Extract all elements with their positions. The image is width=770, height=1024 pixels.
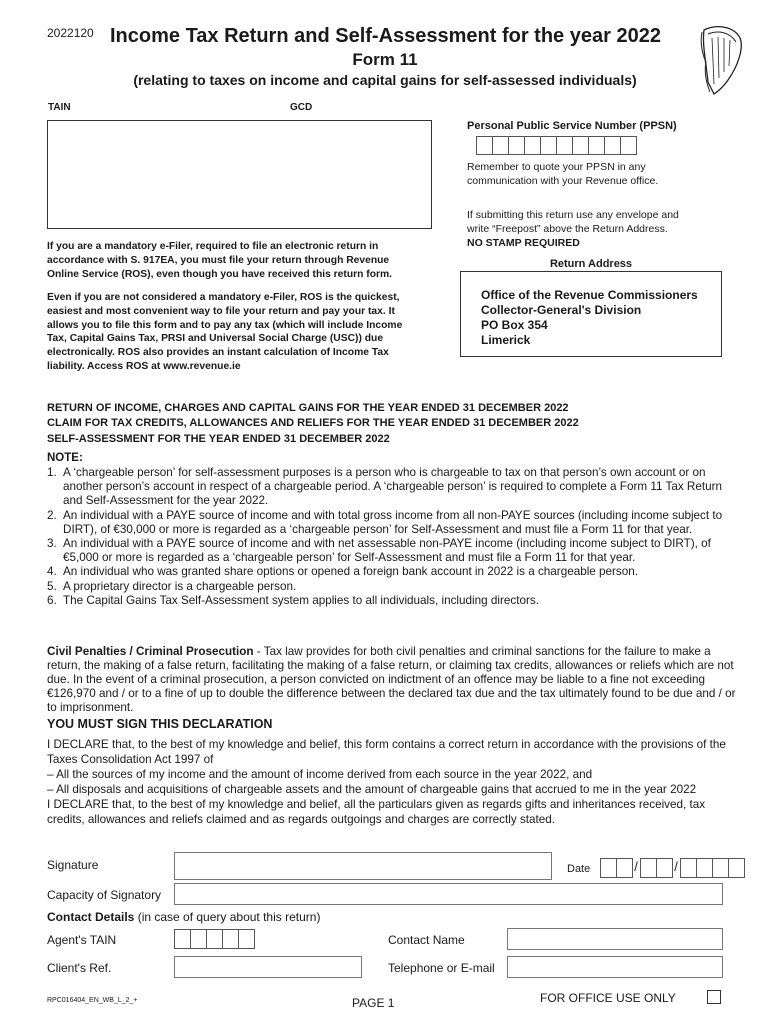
capacity-field[interactable] (174, 883, 723, 905)
office-use-label: FOR OFFICE USE ONLY (540, 991, 676, 1005)
contact-details-heading (47, 910, 320, 924)
ppsn-digit[interactable] (492, 136, 509, 155)
note-number: 4. (47, 565, 57, 579)
agent-tain-field[interactable] (174, 929, 254, 949)
note-item (47, 537, 737, 565)
contact-details-title: Contact Details (47, 910, 135, 924)
civil-penalties-title: Civil Penalties / Criminal Prosecution (47, 645, 254, 658)
civil-penalties-text: - Tax law provides for both civil penalties and criminal sanctions for the failure to make a return, the making of a false return, facilitating the making of a false return, or claiming tax credits, allowances or reliefs which are not due. In the event of a criminal prosecution, a person convicted on indictment of an offence may be liable to a fine not exceeding €126,970 and / or to a fine of up to double the difference between the declared tax due and the tax ultimately found to be due and / or to imprisonment. (47, 645, 736, 714)
telephone-field[interactable] (507, 956, 723, 978)
efiler-paragraph-1 (47, 240, 392, 281)
ppsn-note-line: Remember to quote your PPSN in any (467, 161, 646, 173)
ppsn-digit[interactable] (476, 136, 493, 155)
agent-tain-digit[interactable] (238, 929, 255, 949)
note-item (47, 565, 737, 579)
ppsn-digit[interactable] (604, 136, 621, 155)
note-number: 1. (47, 466, 57, 479)
form-subtitle: (relating to taxes on income and capital gains for self-assessed individuals) (133, 72, 637, 88)
return-headings (47, 401, 579, 447)
agent-tain-digit[interactable] (190, 929, 207, 949)
ppsn-digit[interactable] (588, 136, 605, 155)
telephone-label: Telephone or E-mail (388, 961, 495, 975)
efiler-line: electronically. ROS also provides an instant calculation of Income Tax (47, 347, 389, 359)
form-code: 2022120 (47, 26, 94, 40)
contact-details-subtitle: (in case of query about this return) (134, 910, 321, 924)
office-use-checkbox[interactable] (707, 990, 721, 1004)
address-line: Office of the Revenue Commissioners (481, 288, 698, 302)
note-text: An individual with a PAYE source of income and with net assessable non-PAYE income (including income subject to DIRT), of €5,000 or more is regarded as a ‘chargeable person’ for Self-Assessment and must file a Form 11 for that year. (63, 537, 711, 565)
date-separator: / (674, 859, 678, 874)
ppsn-note-line: communication with your Revenue office. (467, 175, 659, 187)
date-digit[interactable] (680, 858, 697, 878)
tain-label: TAIN (48, 102, 71, 113)
date-digit[interactable] (696, 858, 713, 878)
civil-penalties (47, 645, 737, 715)
ppsn-label: Personal Public Service Number (PPSN) (467, 120, 677, 132)
ppsn-digit[interactable] (524, 136, 541, 155)
note-item (47, 594, 737, 608)
return-address-title: Return Address (549, 258, 633, 270)
agent-tain-label: Agent's TAIN (47, 933, 117, 947)
clients-ref-field[interactable] (174, 956, 362, 978)
address-line: Collector-General's Division (481, 303, 642, 317)
form-number: Form 11 (352, 50, 418, 69)
freepost-line: If submitting this return use any envelope and (467, 209, 679, 221)
efiler-line: Tax, Capital Gains Tax, PRSI and Universal Social Charge (USC)) due (47, 333, 384, 345)
note-text: A ‘chargeable person’ for self-assessment purposes is a person who is chargeable to tax on that person’s own account or on another person’s account in respect of a chargeable period. A ‘chargeable person’ is required to complete a Form 11 Tax Return and Self-Assessment for the year 2022. (63, 466, 722, 508)
efiler-line: Online Service (ROS), even though you have received this return form. (47, 268, 393, 280)
note-title: NOTE: (47, 452, 83, 464)
note-item (47, 466, 737, 509)
heading-line: RETURN OF INCOME, CHARGES AND CAPITAL GAINS FOR THE YEAR ENDED 31 DECEMBER 2022 (47, 402, 569, 414)
note-text: The Capital Gains Tax Self-Assessment system applies to all individuals, including directors. (63, 593, 539, 607)
date-separator: / (634, 859, 638, 874)
declaration-line: I DECLARE that, to the best of my knowledge and belief, this form contains a correct return in accordance with the provisions of the Taxes Consolidation Act 1997 of (47, 738, 726, 766)
declaration-text (47, 737, 737, 827)
address-line: PO Box 354 (481, 318, 548, 332)
note-number: 3. (47, 537, 57, 551)
note-text: An individual with a PAYE source of income and with total gross income from all non-PAYE sources (including income subject to DIRT), of €30,000 or more is regarded as a ‘chargeable person’ for Self-Assessment and must file a Form 11 for that year. (63, 508, 723, 536)
note-number: 6. (47, 593, 57, 607)
date-digit[interactable] (712, 858, 729, 878)
notes-list (47, 466, 737, 608)
footer-code: RPC016404_EN_WB_L_2_+ (47, 997, 138, 1004)
page-number: PAGE 1 (352, 996, 395, 1010)
signature-field[interactable] (174, 852, 552, 880)
efiler-paragraph-2 (47, 291, 402, 374)
agent-tain-digit[interactable] (222, 929, 239, 949)
heading-line: CLAIM FOR TAX CREDITS, ALLOWANCES AND RELIEFS FOR THE YEAR ENDED 31 DECEMBER 2022 (47, 417, 579, 430)
date-digit[interactable] (728, 858, 745, 878)
contact-name-label: Contact Name (388, 933, 465, 947)
signature-label: Signature (47, 858, 99, 872)
freepost-note (467, 208, 679, 250)
note-text: An individual who was granted share options or opened a foreign bank account in 2022 is a chargeable person. (63, 565, 639, 579)
note-text: A proprietary director is a chargeable person. (63, 579, 297, 593)
freepost-line: write “Freepost” above the Return Address. (467, 223, 668, 235)
return-address (481, 288, 698, 348)
declaration-line: – All the sources of my income and the amount of income derived from each source in the year 2022, and (47, 768, 593, 781)
declaration-line: – All disposals and acquisitions of chargeable assets and the amount of chargeable gains that accrued to me in the year 2022 (47, 783, 697, 796)
date-field[interactable] (600, 858, 744, 878)
ppsn-digit[interactable] (572, 136, 589, 155)
capacity-label: Capacity of Signatory (47, 888, 162, 902)
date-digit[interactable] (640, 858, 657, 878)
efiler-line: Even if you are not considered a mandatory e-Filer, ROS is the quickest, (47, 292, 400, 303)
agent-tain-digit[interactable] (206, 929, 223, 949)
note-number: 5. (47, 579, 57, 593)
agent-tain-digit[interactable] (174, 929, 191, 949)
efiler-line: accordance with S. 917EA, you must file your return through Revenue (47, 254, 390, 266)
ppsn-digit[interactable] (556, 136, 573, 155)
gcd-label: GCD (290, 102, 313, 113)
declaration-line: I DECLARE that, to the best of my knowledge and belief, all the particulars given as regards gifts and inheritances received, tax credits, allowances and reliefs claimed and as regards outgoings and charges are correctly stated. (47, 798, 706, 826)
harp-emblem-icon (698, 22, 744, 96)
date-digit[interactable] (600, 858, 617, 878)
date-digit[interactable] (616, 858, 633, 878)
declaration-title: YOU MUST SIGN THIS DECLARATION (47, 717, 273, 731)
tain-gcd-box[interactable] (47, 120, 432, 229)
address-line: Limerick (481, 333, 531, 347)
heading-line: SELF-ASSESSMENT FOR THE YEAR ENDED 31 DECEMBER 2022 (47, 432, 390, 445)
efiler-line: If you are a mandatory e-Filer, required to file an electronic return in (47, 241, 379, 252)
ppsn-digit[interactable] (540, 136, 557, 155)
clients-ref-label: Client's Ref. (47, 961, 112, 975)
date-label: Date (567, 863, 591, 875)
efiler-line: allows you to file this form and to pay any tax (which will include Income (47, 319, 403, 331)
note-item (47, 580, 737, 594)
form-title: Income Tax Return and Self-Assessment for the year 2022 (110, 25, 661, 47)
contact-name-field[interactable] (507, 928, 723, 950)
efiler-line: easiest and most convenient way to file your return and pay your tax. It (47, 305, 395, 317)
ppsn-input[interactable] (476, 136, 636, 155)
ppsn-digit[interactable] (508, 136, 525, 155)
efiler-line: liability. Access ROS at www.revenue.ie (47, 360, 241, 372)
date-digit[interactable] (656, 858, 673, 878)
note-item (47, 509, 737, 537)
ppsn-note (467, 160, 658, 188)
note-number: 2. (47, 508, 57, 522)
ppsn-digit[interactable] (620, 136, 637, 155)
no-stamp-required: NO STAMP REQUIRED (467, 237, 580, 249)
